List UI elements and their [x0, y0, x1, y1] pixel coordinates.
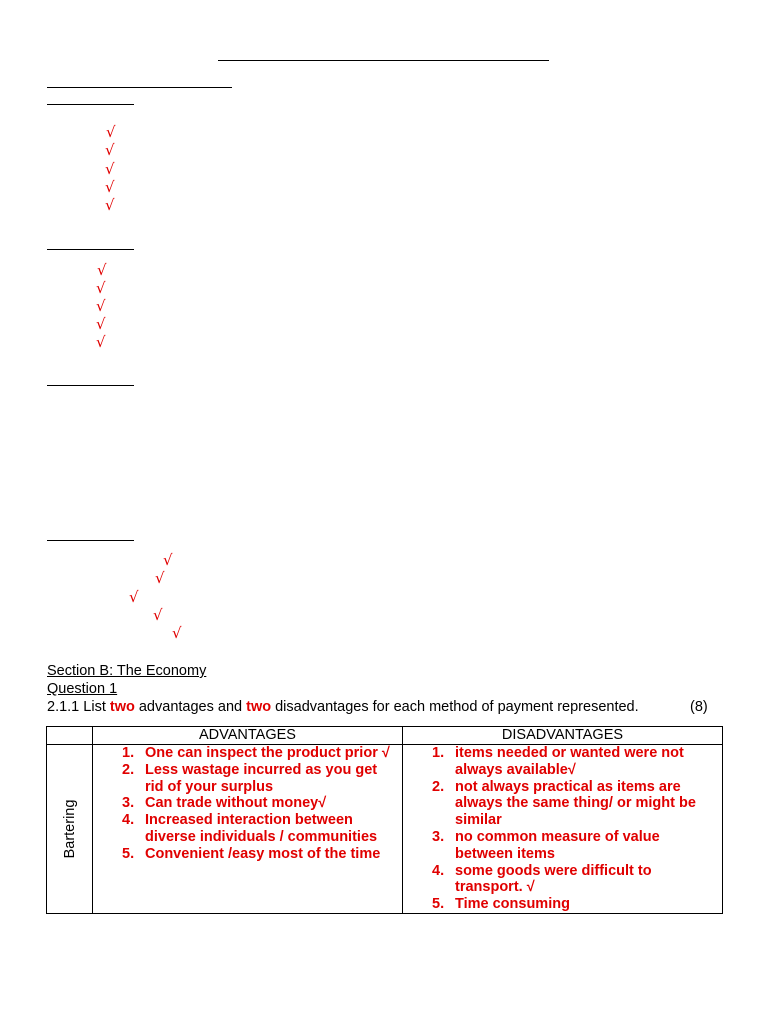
block3-heading-rule — [47, 385, 134, 386]
disadvantages-header: DISADVANTAGES — [403, 727, 723, 745]
empty-header-cell — [47, 727, 93, 745]
check-mark-icon: √ — [96, 297, 106, 315]
block1-heading-rule — [47, 104, 134, 105]
list-item: 3. no common measure of value between items — [432, 828, 660, 862]
check-mark-icon: √ — [105, 196, 115, 214]
title-rule — [218, 60, 549, 61]
check-mark-icon: √ — [96, 333, 106, 351]
list-item: 3. Can trade without money√ — [122, 795, 327, 812]
emphasis-two: two — [246, 699, 272, 715]
check-mark-icon: √ — [153, 606, 163, 624]
list-item: 5. Convenient /easy most of the time — [122, 845, 381, 862]
check-mark-icon: √ — [105, 141, 115, 159]
marks-allocation: (8) — [690, 699, 708, 715]
list-item: 1. One can inspect the product prior √ — [122, 745, 390, 761]
list-item: 2. not always practical as items are always the same thing/ or might be similar — [432, 778, 696, 829]
payment-methods-table — [46, 726, 723, 914]
list-item: 1. items needed or wanted were not always available√ — [432, 745, 684, 778]
check-mark-icon: √ — [96, 315, 106, 333]
block4-heading-rule — [47, 540, 134, 541]
check-mark-icon: √ — [172, 624, 182, 642]
disadvantages-cell — [403, 745, 723, 914]
row-label-bartering: Bartering — [61, 799, 78, 859]
table-row — [47, 745, 723, 914]
block2-heading-rule — [47, 249, 134, 250]
list-item: 2. Less wastage incurred as you get rid of your surplus — [122, 761, 378, 795]
instruction-suffix: disadvantages for each method of payment represented. — [271, 699, 639, 715]
row-label-cell — [47, 745, 93, 914]
check-mark-icon: √ — [96, 279, 106, 297]
check-mark-icon: √ — [97, 261, 107, 279]
list-item: 5. Time consuming — [432, 896, 570, 913]
question-instruction — [47, 698, 723, 716]
list-item: 4. Increased interaction between diverse individuals / communities — [122, 812, 378, 845]
advantages-cell — [93, 745, 403, 914]
instruction-prefix: 2.1.1 List — [47, 699, 110, 715]
advantages-list — [93, 745, 402, 863]
check-mark-icon: √ — [163, 551, 173, 569]
check-mark-icon: √ — [129, 588, 139, 606]
question-title: Question 1 — [47, 681, 118, 697]
check-mark-icon: √ — [106, 123, 116, 141]
subtitle-rule — [47, 87, 232, 88]
list-item: 4. some goods were difficult to transport. √ — [432, 862, 652, 896]
advantages-header: ADVANTAGES — [93, 727, 403, 745]
check-mark-icon: √ — [155, 569, 165, 587]
section-title: Section B: The Economy — [47, 663, 207, 679]
disadvantages-list — [403, 745, 722, 913]
check-mark-icon: √ — [105, 178, 115, 196]
instruction-middle: advantages and — [134, 699, 247, 715]
table-header-row — [47, 727, 723, 745]
emphasis-two: two — [109, 699, 135, 715]
check-mark-icon: √ — [105, 160, 115, 178]
